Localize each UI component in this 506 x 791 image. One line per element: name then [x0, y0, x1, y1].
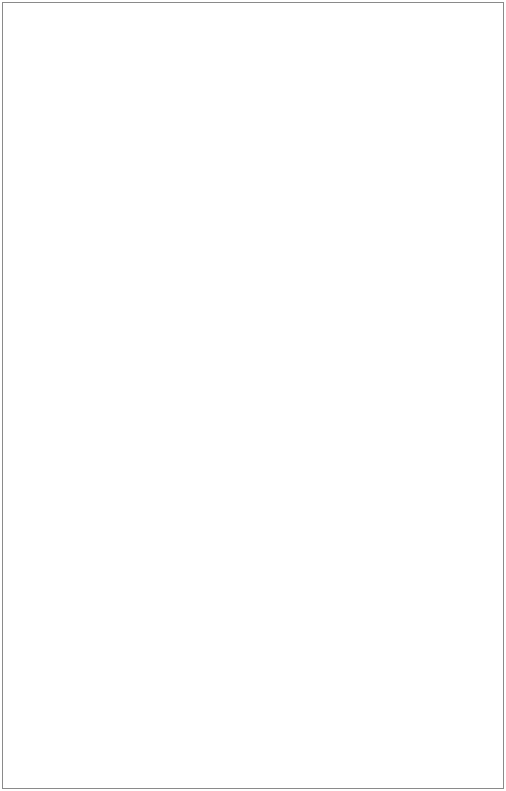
- horoscope-table: [2, 2, 504, 789]
